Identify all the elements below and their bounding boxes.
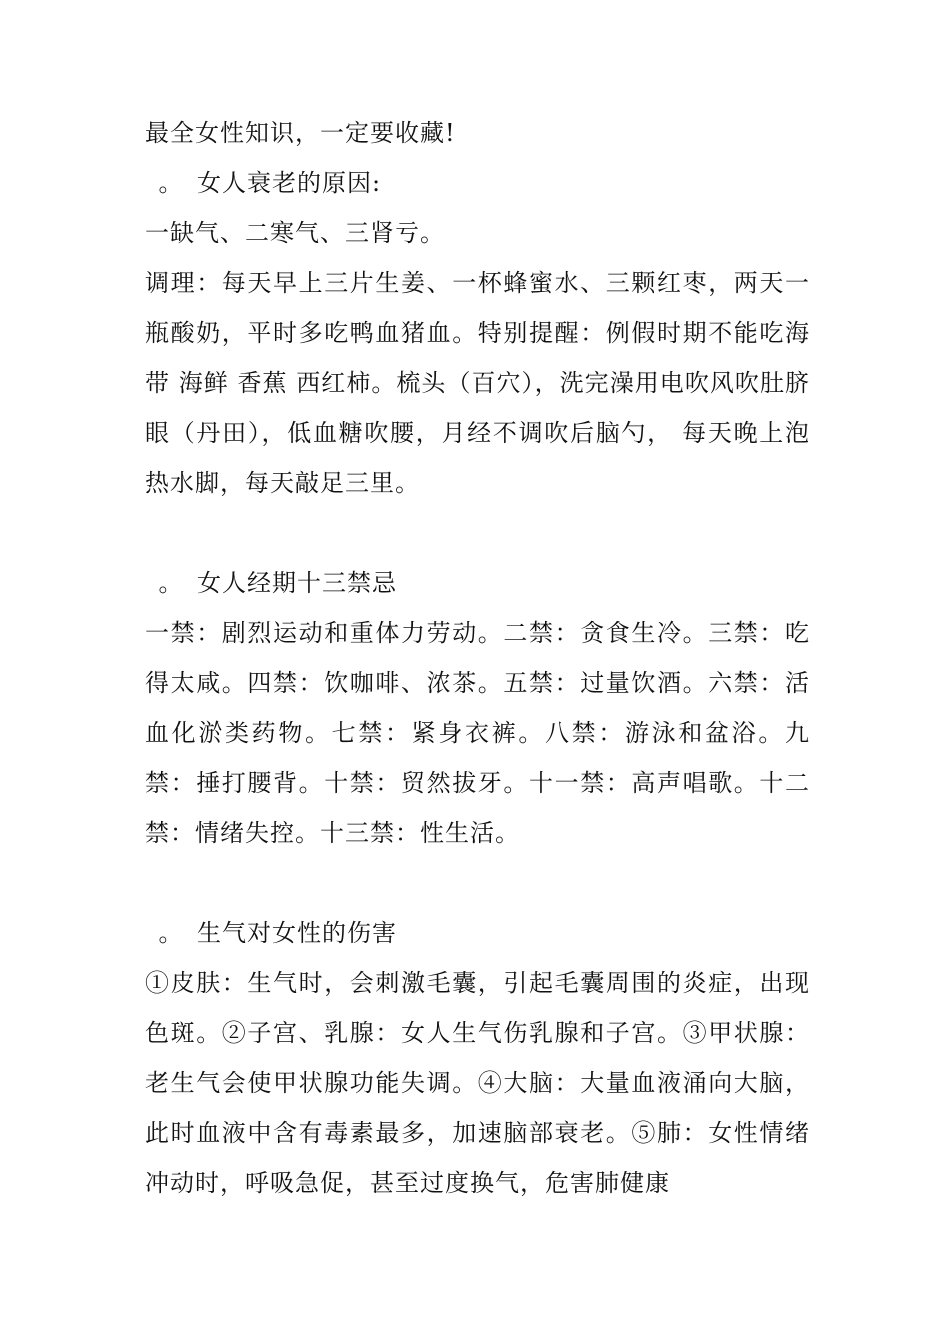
document-title: 最全女性知识，一定要收藏!	[145, 119, 456, 147]
paragraph-menstrual-taboos: 一禁：剧烈运动和重体力劳动。二禁：贪食生冷。三禁：吃得太咸。四禁：饮咖啡、浓茶。五禁：过量饮酒。六禁：活血化淤类药物。七禁：紧身衣裤。八禁：游泳和盆浴。九禁：捶打腰背。十禁：贸然拔牙。十一禁：高声唱歌。十二禁：情绪失控。十三禁：性生活。	[145, 619, 810, 847]
document-body	[145, 108, 810, 1208]
section-heading-anger-harm	[145, 908, 810, 958]
heading-text: 女人衰老的原因:	[197, 169, 382, 197]
spacer	[145, 858, 810, 908]
paragraph-anger-harm: ①皮肤：生气时，会刺激毛囊，引起毛囊周围的炎症，出现色斑。②子宫、乳腺：女人生气伤乳腺和子宫。③甲状腺：老生气会使甲状腺功能失调。④大脑：大量血液涌向大脑，此时血液中含有毒素最多，加速脑部衰老。⑤肺：女性情绪冲动时，呼吸急促，甚至过度换气，危害肺健康	[145, 969, 810, 1197]
heading-text: 女人经期十三禁忌	[197, 569, 397, 597]
heading-bullet: 。	[158, 569, 184, 597]
heading-text: 生气对女性的伤害	[197, 919, 397, 947]
paragraph-aging-causes: 一缺气、二寒气、三肾亏。	[145, 219, 445, 247]
section-heading-menstrual-taboos	[145, 558, 810, 608]
section-heading-aging	[145, 158, 810, 208]
paragraph-aging-care: 调理：每天早上三片生姜、一杯蜂蜜水、三颗红枣，两天一瓶酸奶，平时多吃鸭血猪血。特别提醒：例假时期不能吃海带 海鲜 香蕉 西红柿。梳头（百穴），洗完澡用电吹风吹肚脐眼（丹田），低血糖吹腰，月经不调吹后脑勺， 每天晚上泡热水脚，每天敲足三里。	[145, 269, 810, 497]
heading-bullet: 。	[158, 919, 184, 947]
heading-bullet: 。	[158, 169, 184, 197]
spacer	[145, 508, 810, 558]
